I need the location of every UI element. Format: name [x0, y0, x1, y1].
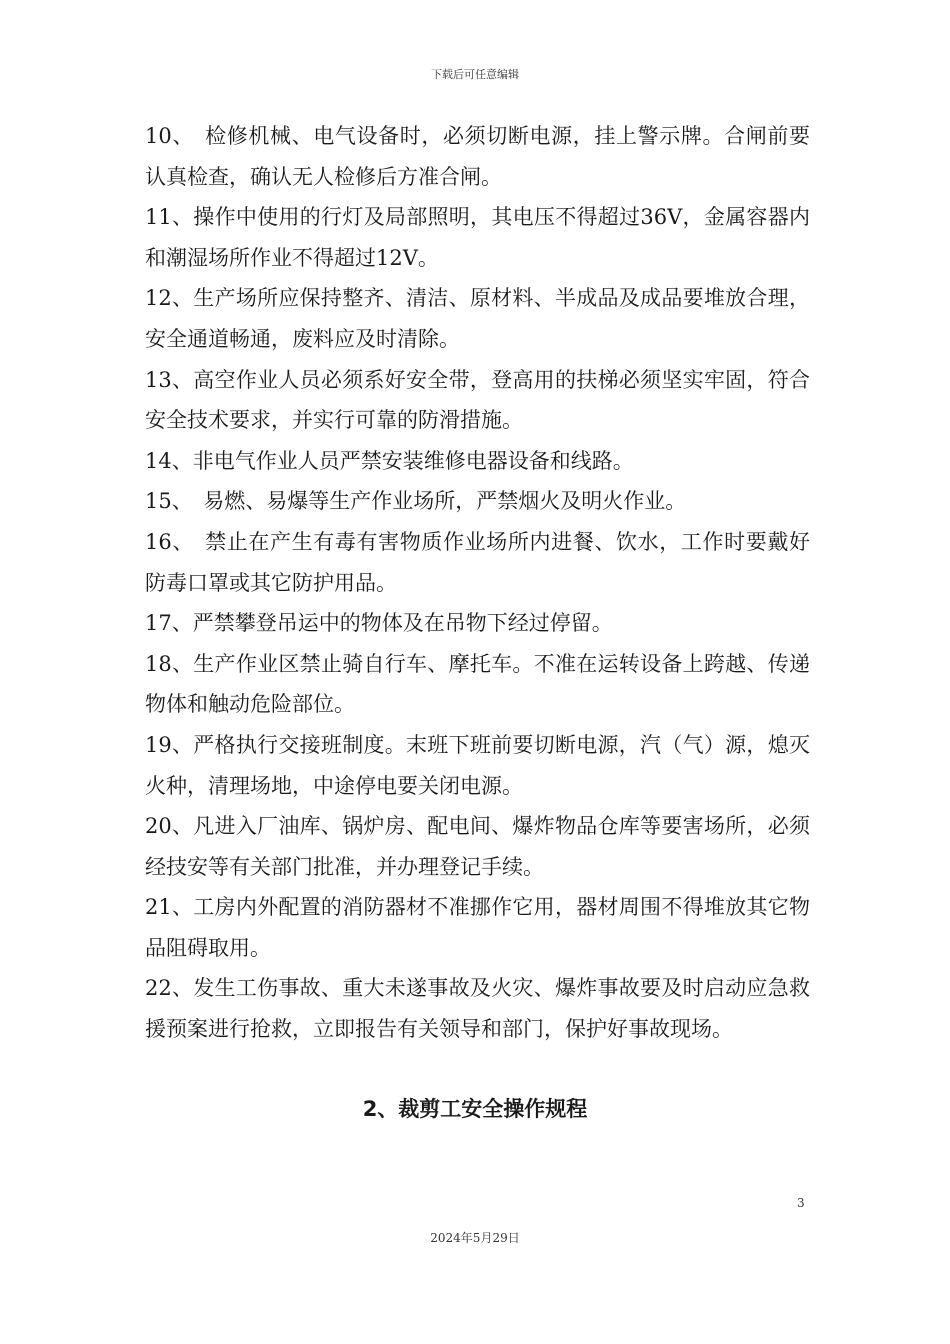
- rule-paragraph-13: 13、高空作业人员必须系好安全带，登高用的扶梯必须坚实牢固，符合安全技术要求，并实行可靠的防滑措施。: [145, 367, 810, 433]
- rule-paragraph-17: 17、严禁攀登吊运中的物体及在吊物下经过停留。: [145, 611, 613, 636]
- page-footer-date: 2024年5月29日: [430, 1231, 520, 1245]
- page-number: 3: [797, 1196, 805, 1210]
- rule-paragraph-19: 19、严格执行交接班制度。末班下班前要切断电源，汽（气）源，熄灭火种，清理场地，中途停电要关闭电源。: [145, 732, 810, 798]
- rule-paragraph-21: 21、工房内外配置的消防器材不准挪作它用，器材周围不得堆放其它物品阻碍取用。: [145, 895, 810, 960]
- rule-paragraph-11: 11、操作中使用的行灯及局部照明，其电压不得超过36V，金属容器内和潮湿场所作业不得超过12V。: [145, 205, 810, 270]
- rule-paragraph-18: 18、生产作业区禁止骑自行车、摩托车。不准在运转设备上跨越、传递物体和触动危险部位。: [145, 651, 810, 717]
- rule-paragraph-22: 22、发生工伤事故、重大未遂事故及火灾、爆炸事故要及时启动应急救援预案进行抢救，立即报告有关领导和部门，保护好事故现场。: [145, 976, 810, 1042]
- section-title: 2、裁剪工安全操作规程: [362, 1097, 588, 1121]
- rule-paragraph-10: 10、 检修机械、电气设备时，必须切断电源，挂上警示牌。合闸前要认真检查，确认无人检修后方准合闸。: [145, 124, 810, 189]
- rule-paragraph-16: 16、 禁止在产生有毒有害物质作业场所内进餐、饮水，工作时要戴好防毒口罩或其它防护用品。: [145, 529, 810, 595]
- rule-paragraph-20: 20、凡进入厂油库、锅炉房、配电间、爆炸物品仓库等要害场所，必须经技安等有关部门批准，并办理登记手续。: [145, 814, 810, 879]
- rule-paragraph-12: 12、生产场所应保持整齐、清洁、原材料、半成品及成品要堆放合理，安全通道畅通，废料应及时清除。: [145, 286, 810, 351]
- rule-paragraph-15: 15、 易燃、易爆等生产作业场所，严禁烟火及明火作业。: [145, 489, 687, 514]
- rule-paragraph-14: 14、非电气作业人员严禁安装维修电器设备和线路。: [145, 448, 634, 473]
- document-body: [145, 116, 810, 1050]
- page-header: 下载后可任意编辑: [431, 68, 519, 81]
